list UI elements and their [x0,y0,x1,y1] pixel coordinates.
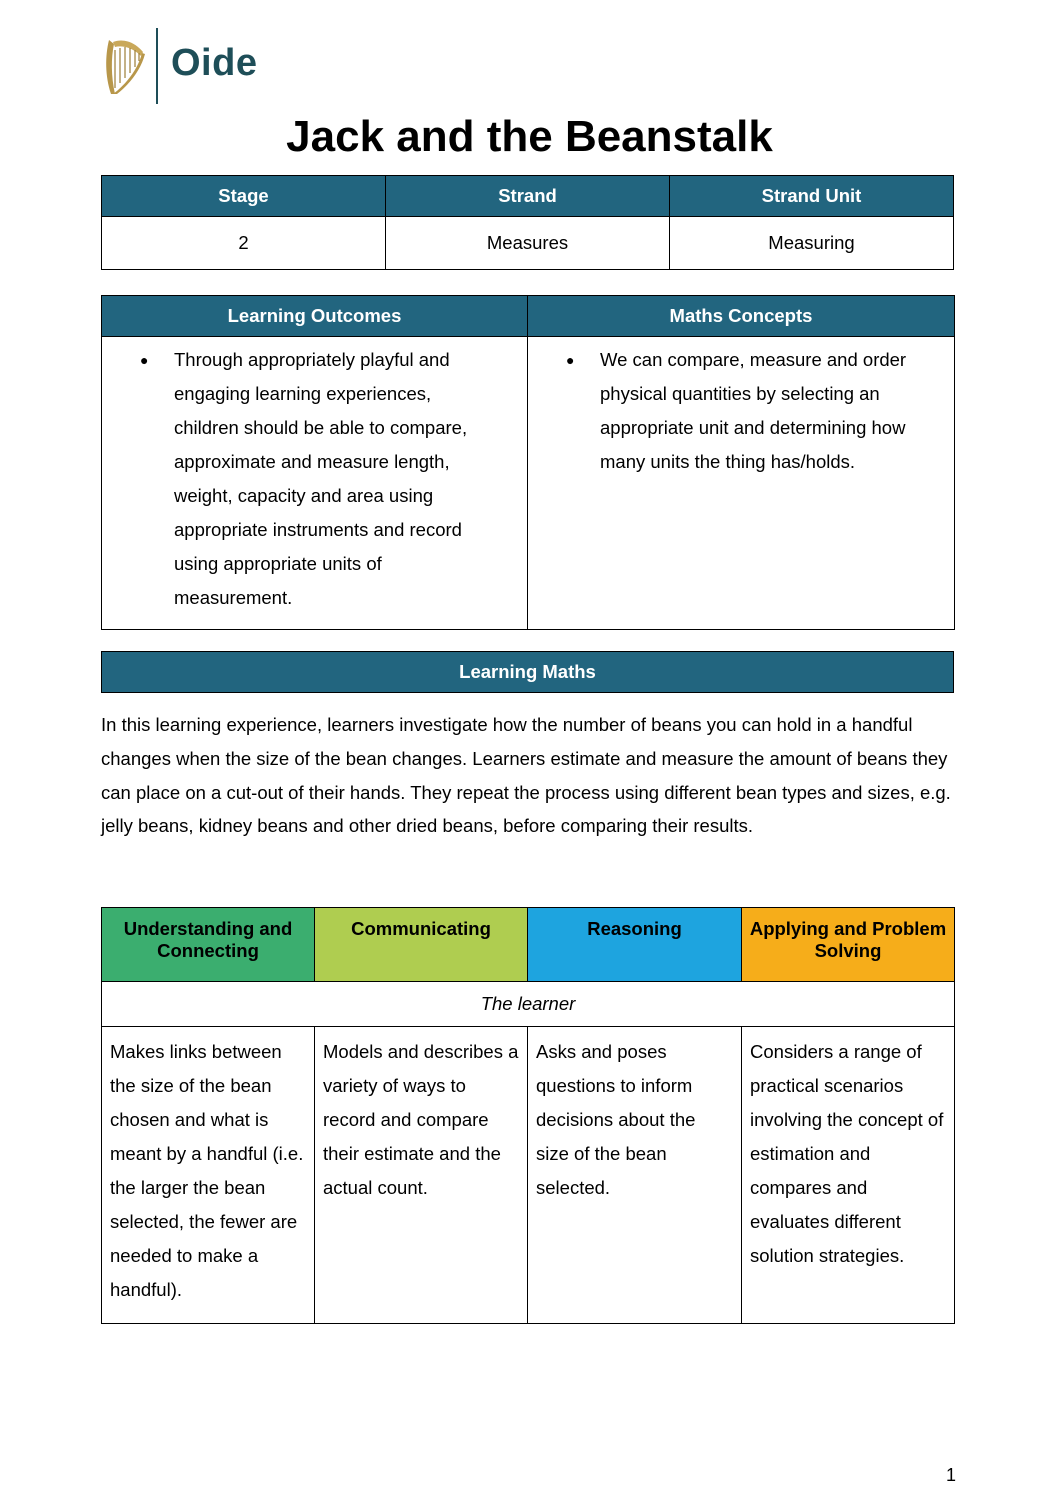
competencies-table [101,907,955,1324]
maths-concepts-header: Maths Concepts [528,296,955,337]
communicating-description: Models and describes a variety of ways to record and compare their estimate and the actual count. [315,1027,528,1324]
learning-maths-table [101,651,954,693]
overview-value-row [102,217,954,270]
communicating-header: Communicating [315,908,528,982]
overview-header-row [102,176,954,217]
page-title: Jack and the Beanstalk [286,112,773,161]
learning-maths-header: Learning Maths [102,652,954,693]
page-number: 1 [946,1465,957,1485]
learning-outcomes-cell [102,337,528,630]
brand-name: Oide [171,42,258,84]
applying-problem-solving-header: Applying and Problem Solving [742,908,955,982]
understanding-connecting-description: Makes links between the size of the bean chosen and what is meant by a handful (i.e. the larger the bean selected, the fewer are needed to make a handful). [102,1027,315,1324]
maths-concept-item: ● We can compare, measure and order physical quantities by selecting an appropriate unit and determining how many units the thing has/holds. [566,343,914,479]
strand-header: Strand [386,176,670,217]
outcomes-content-row [102,337,955,630]
learning-outcome-item: ● Through appropriately playful and engaging learning experiences, children should be able to compare, approximate and measure length, weight, capacity and area using appropriate instruments and record using appropriate units of measurement. [140,343,487,615]
learner-subheader: The learner [102,982,955,1027]
overview-table [101,175,954,270]
reasoning-header: Reasoning [528,908,742,982]
stage-header: Stage [102,176,386,217]
understanding-connecting-header: Understanding and Connecting [102,908,315,982]
strand-unit-header: Strand Unit [670,176,954,217]
outcomes-header-row [102,296,955,337]
harp-icon [101,36,147,98]
competencies-description-row [102,1027,955,1324]
stage-value: 2 [102,217,386,270]
learning-outcomes-header: Learning Outcomes [102,296,528,337]
learning-maths-text: In this learning experience, learners investigate how the number of beans you can hold in a handful changes when the size of the bean changes. Learners estimate and measure the amount of beans they can place on a cut-out of their hands. They repeat the process using different bean types and sizes, e.g. jelly beans, kidney beans and other dried beans, before comparing their results. [101,714,951,837]
oide-logo [101,28,301,104]
competencies-header-row [102,908,955,982]
strand-value: Measures [386,217,670,270]
maths-concepts-cell [528,337,955,630]
logo-divider [156,28,158,104]
applying-problem-solving-description: Considers a range of practical scenarios involving the concept of estimation and compares and evaluates different solution strategies. [742,1027,955,1324]
outcomes-table [101,295,955,630]
learner-row [102,982,955,1027]
reasoning-description: Asks and poses questions to inform decisions about the size of the bean selected. [528,1027,742,1324]
strand-unit-value: Measuring [670,217,954,270]
